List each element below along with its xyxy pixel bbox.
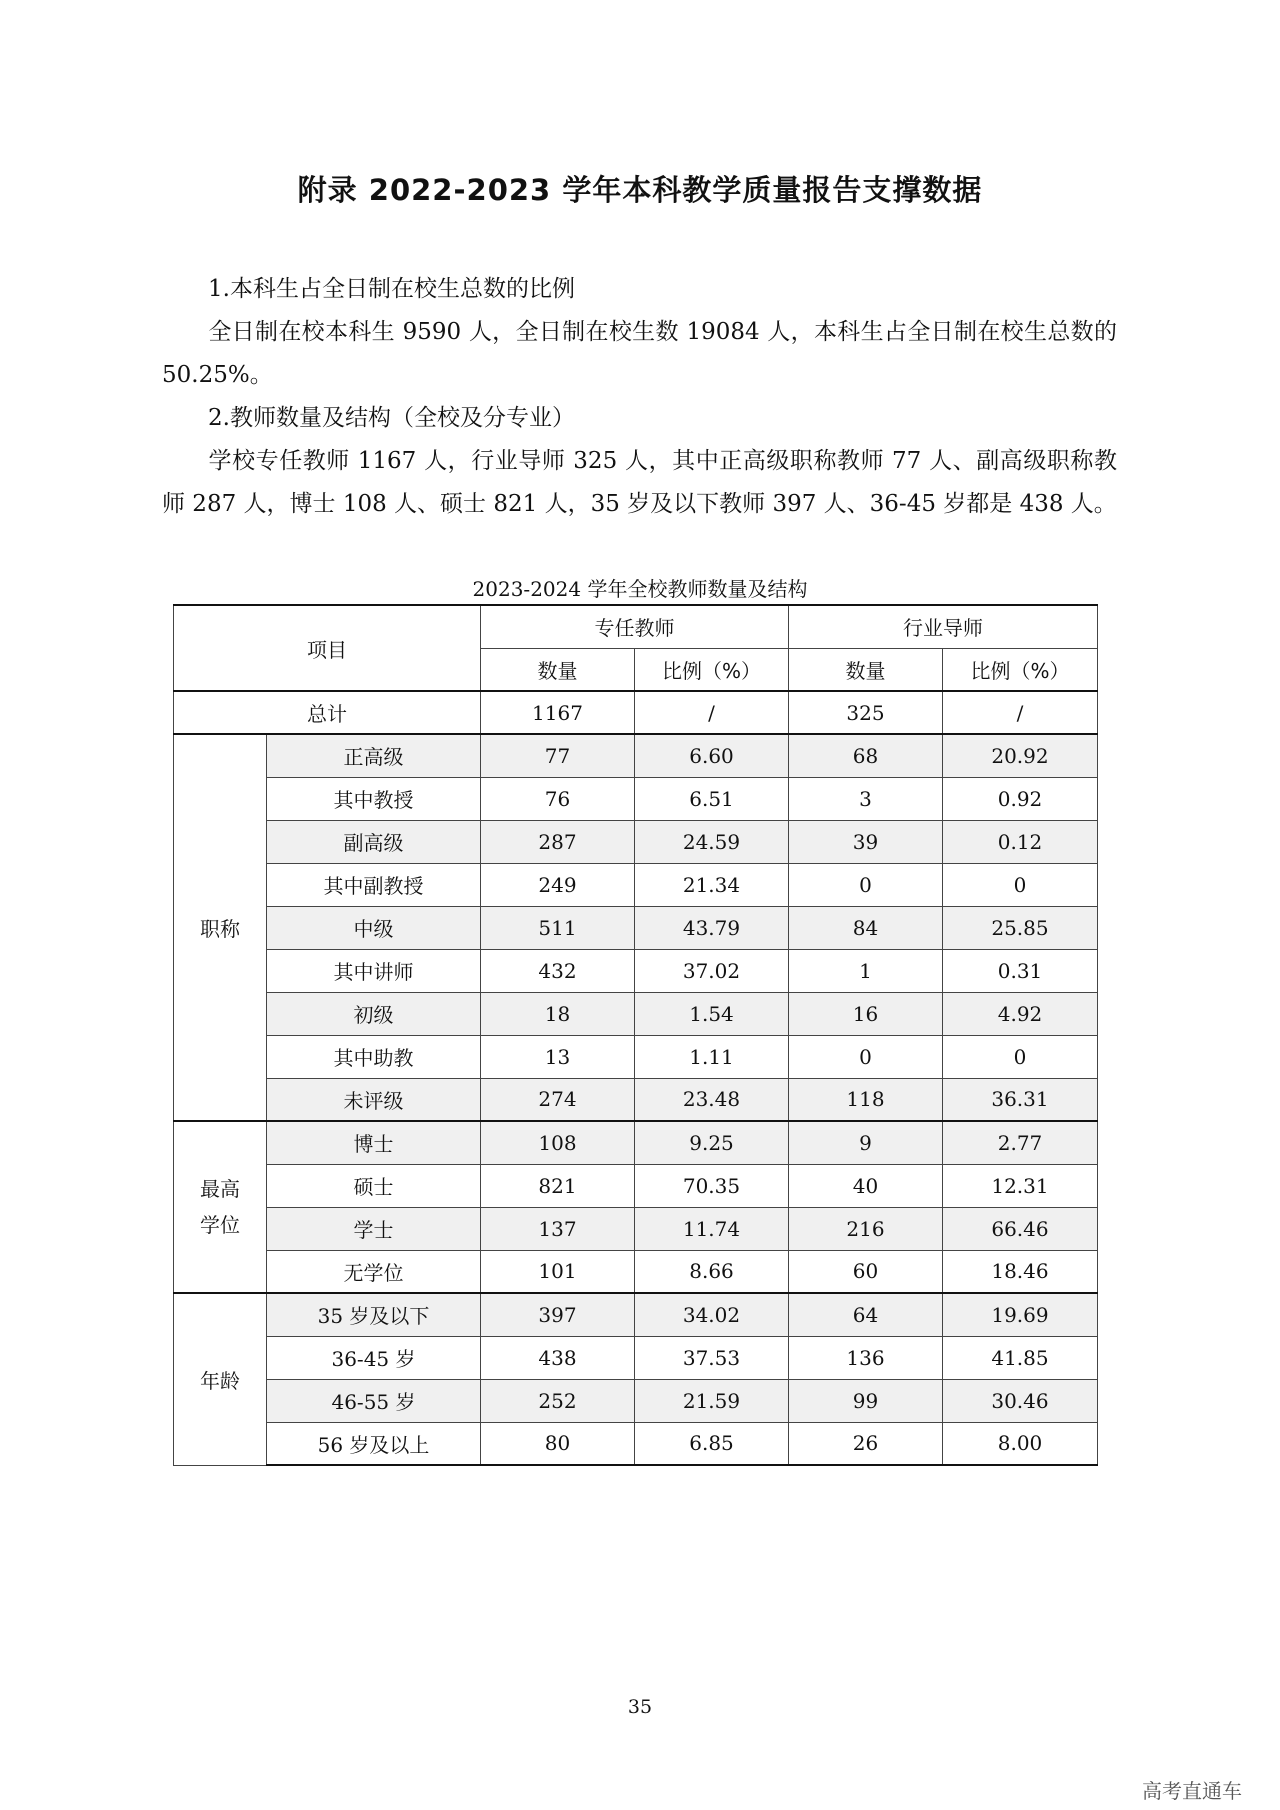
cell-ratio-mentor: 2.77	[943, 1121, 1098, 1164]
row-label: 无学位	[267, 1250, 481, 1293]
cell-ratio-fulltime: 24.59	[635, 820, 789, 863]
cell-count-fulltime: 13	[481, 1035, 635, 1078]
cell-count-fulltime: 137	[481, 1207, 635, 1250]
table-row	[174, 820, 1098, 863]
row-label: 中级	[267, 906, 481, 949]
group-label: 年龄	[174, 1293, 267, 1465]
table-row	[174, 734, 1098, 777]
header-item: 项目	[174, 605, 481, 691]
cell-count-fulltime: 249	[481, 863, 635, 906]
cell-ratio-mentor: 19.69	[943, 1293, 1098, 1336]
page-title: 附录 2022-2023 学年本科教学质量报告支撑数据	[297, 173, 983, 207]
row-label: 正高级	[267, 734, 481, 777]
cell-ratio-fulltime: /	[635, 691, 789, 734]
cell-count-mentor: 325	[789, 691, 943, 734]
table-row	[174, 863, 1098, 906]
cell-ratio-fulltime: 21.59	[635, 1379, 789, 1422]
cell-ratio-mentor: 0.31	[943, 949, 1098, 992]
row-label: 其中教授	[267, 777, 481, 820]
table-row	[174, 949, 1098, 992]
teacher-structure-table	[173, 604, 1098, 1466]
cell-count-mentor: 99	[789, 1379, 943, 1422]
cell-ratio-mentor: 18.46	[943, 1250, 1098, 1293]
table-row	[174, 1422, 1098, 1465]
cell-ratio-fulltime: 6.51	[635, 777, 789, 820]
table-row	[174, 1293, 1098, 1336]
cell-count-fulltime: 397	[481, 1293, 635, 1336]
cell-ratio-mentor: 12.31	[943, 1164, 1098, 1207]
table-row	[174, 1078, 1098, 1121]
table-row	[174, 992, 1098, 1035]
table-row	[174, 777, 1098, 820]
row-label: 其中讲师	[267, 949, 481, 992]
row-label: 36-45 岁	[267, 1336, 481, 1379]
cell-count-fulltime: 252	[481, 1379, 635, 1422]
cell-count-mentor: 16	[789, 992, 943, 1035]
row-label: 其中助教	[267, 1035, 481, 1078]
cell-count-mentor: 60	[789, 1250, 943, 1293]
header-ratio: 比例（%）	[943, 648, 1098, 691]
row-label: 46-55 岁	[267, 1379, 481, 1422]
header-fulltime-teachers: 专任教师	[481, 605, 789, 648]
cell-count-mentor: 118	[789, 1078, 943, 1121]
cell-ratio-fulltime: 21.34	[635, 863, 789, 906]
cell-ratio-fulltime: 70.35	[635, 1164, 789, 1207]
row-label: 未评级	[267, 1078, 481, 1121]
cell-ratio-mentor: 20.92	[943, 734, 1098, 777]
section-2-body: 学校专任教师 1167 人，行业导师 325 人，其中正高级职称教师 77 人、副高级职称教师 287 人，博士 108 人、硕士 821 人，35 岁及以下教师 397 人、36-45 岁都是 438 人。	[162, 448, 1117, 517]
table-row	[174, 1164, 1098, 1207]
watermark: 高考直通车	[1142, 1779, 1242, 1803]
cell-count-fulltime: 76	[481, 777, 635, 820]
row-label: 总计	[174, 691, 481, 734]
cell-ratio-mentor: /	[943, 691, 1098, 734]
cell-count-mentor: 9	[789, 1121, 943, 1164]
cell-count-mentor: 0	[789, 1035, 943, 1078]
cell-ratio-fulltime: 1.54	[635, 992, 789, 1035]
cell-ratio-mentor: 36.31	[943, 1078, 1098, 1121]
table-row	[174, 1379, 1098, 1422]
cell-ratio-mentor: 30.46	[943, 1379, 1098, 1422]
cell-count-mentor: 0	[789, 863, 943, 906]
cell-count-fulltime: 821	[481, 1164, 635, 1207]
cell-ratio-mentor: 41.85	[943, 1336, 1098, 1379]
table-row	[174, 1336, 1098, 1379]
header-count: 数量	[789, 648, 943, 691]
cell-count-mentor: 216	[789, 1207, 943, 1250]
cell-count-fulltime: 101	[481, 1250, 635, 1293]
cell-ratio-fulltime: 11.74	[635, 1207, 789, 1250]
cell-ratio-fulltime: 9.25	[635, 1121, 789, 1164]
section-2-heading: 2.教师数量及结构（全校及分专业）	[208, 405, 575, 431]
table-row	[174, 1207, 1098, 1250]
row-label: 初级	[267, 992, 481, 1035]
cell-ratio-mentor: 4.92	[943, 992, 1098, 1035]
cell-count-fulltime: 432	[481, 949, 635, 992]
cell-count-fulltime: 511	[481, 906, 635, 949]
table-row	[174, 906, 1098, 949]
cell-ratio-fulltime: 23.48	[635, 1078, 789, 1121]
cell-count-mentor: 39	[789, 820, 943, 863]
row-label: 其中副教授	[267, 863, 481, 906]
header-count: 数量	[481, 648, 635, 691]
cell-count-fulltime: 438	[481, 1336, 635, 1379]
cell-count-fulltime: 108	[481, 1121, 635, 1164]
cell-ratio-fulltime: 6.85	[635, 1422, 789, 1465]
cell-count-mentor: 1	[789, 949, 943, 992]
row-label: 硕士	[267, 1164, 481, 1207]
cell-count-fulltime: 1167	[481, 691, 635, 734]
cell-count-mentor: 136	[789, 1336, 943, 1379]
table-row	[174, 1121, 1098, 1164]
page-number: 35	[627, 1696, 653, 1718]
cell-ratio-mentor: 8.00	[943, 1422, 1098, 1465]
cell-count-fulltime: 274	[481, 1078, 635, 1121]
table-row	[174, 1035, 1098, 1078]
cell-ratio-fulltime: 6.60	[635, 734, 789, 777]
cell-ratio-fulltime: 1.11	[635, 1035, 789, 1078]
cell-ratio-mentor: 0.92	[943, 777, 1098, 820]
row-label: 35 岁及以下	[267, 1293, 481, 1336]
row-label: 博士	[267, 1121, 481, 1164]
table-row	[174, 1250, 1098, 1293]
cell-ratio-fulltime: 37.53	[635, 1336, 789, 1379]
cell-count-fulltime: 18	[481, 992, 635, 1035]
cell-count-fulltime: 287	[481, 820, 635, 863]
section-1-body: 全日制在校本科生 9590 人，全日制在校生数 19084 人，本科生占全日制在校生总数的 50.25%。	[162, 319, 1117, 388]
cell-ratio-mentor: 0	[943, 863, 1098, 906]
table-caption: 2023-2024 学年全校教师数量及结构	[472, 577, 808, 601]
cell-ratio-mentor: 66.46	[943, 1207, 1098, 1250]
cell-ratio-mentor: 0.12	[943, 820, 1098, 863]
cell-ratio-fulltime: 34.02	[635, 1293, 789, 1336]
cell-ratio-mentor: 0	[943, 1035, 1098, 1078]
header-industry-mentors: 行业导师	[789, 605, 1098, 648]
cell-ratio-fulltime: 43.79	[635, 906, 789, 949]
cell-ratio-mentor: 25.85	[943, 906, 1098, 949]
cell-count-mentor: 26	[789, 1422, 943, 1465]
header-ratio: 比例（%）	[635, 648, 789, 691]
row-label: 56 岁及以上	[267, 1422, 481, 1465]
cell-ratio-fulltime: 37.02	[635, 949, 789, 992]
cell-count-mentor: 84	[789, 906, 943, 949]
section-1-heading: 1.本科生占全日制在校生总数的比例	[208, 276, 575, 302]
cell-count-fulltime: 80	[481, 1422, 635, 1465]
cell-count-mentor: 3	[789, 777, 943, 820]
cell-count-mentor: 40	[789, 1164, 943, 1207]
group-label: 职称	[174, 734, 267, 1121]
row-label: 学士	[267, 1207, 481, 1250]
cell-count-mentor: 68	[789, 734, 943, 777]
group-label: 最高学位	[174, 1121, 267, 1293]
cell-ratio-fulltime: 8.66	[635, 1250, 789, 1293]
row-label: 副高级	[267, 820, 481, 863]
table-row-total	[174, 691, 1098, 734]
cell-count-mentor: 64	[789, 1293, 943, 1336]
cell-count-fulltime: 77	[481, 734, 635, 777]
